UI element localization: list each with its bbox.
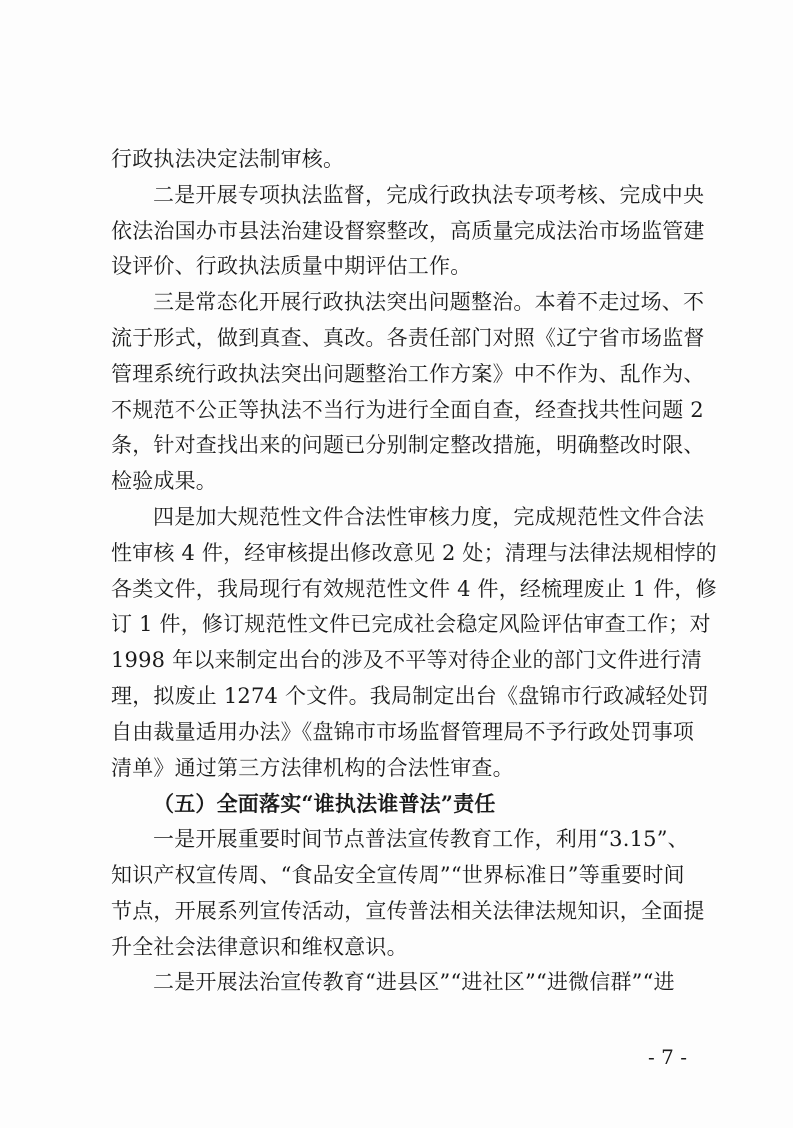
text-line: 订 1 件，修订规范性文件已完成社会稳定风险评估审查工作；对 bbox=[111, 612, 711, 637]
section-heading: （五）全面落实“谁执法谁普法”责任 bbox=[153, 791, 496, 817]
text-line: 设评价、行政执法质量中期评估工作。 bbox=[111, 254, 472, 279]
text-line: 行政执法决定法制审核。 bbox=[111, 147, 345, 171]
text-line: 升全社会法律意识和维权意识。 bbox=[111, 934, 408, 959]
text-line: 1998 年以来制定出台的涉及不平等对待企业的部门文件进行清 bbox=[111, 648, 703, 673]
text-line: 条，针对查找出来的问题已分别制定整改措施，明确整改时限、 bbox=[111, 433, 705, 458]
text-line: 知识产权宣传周、“食品安全宣传周”“世界标准日”等重要时间 bbox=[111, 862, 685, 887]
text-line: 理，拟废止 1274 个文件。我局制定出台《盘锦市行政减轻处罚 bbox=[111, 683, 709, 708]
text-line: 依法治国办市县法治建设督察整改，高质量完成法治市场监管建 bbox=[111, 218, 705, 243]
text-line: 清单》通过第三方法律机构的合法性审查。 bbox=[111, 755, 514, 780]
text-line: 三是常态化开展行政执法突出问题整治。本着不走过场、不 bbox=[153, 290, 705, 315]
text-line: 二是开展法治宣传教育“进县区”“进社区”“进微信群”“进 bbox=[153, 970, 675, 995]
text-line: 二是开展专项执法监督，完成行政执法专项考核、完成中央 bbox=[153, 182, 705, 207]
text-line: 自由裁量适用办法》《盘锦市市场监督管理局不予行政处罚事项 bbox=[111, 719, 695, 744]
page-number: - 7 - bbox=[648, 1045, 687, 1069]
text-line: 各类文件，我局现行有效规范性文件 4 件，经梳理废止 1 件，修 bbox=[111, 576, 717, 601]
text-line: 节点，开展系列宣传活动，宣传普法相关法律法规知识，全面提 bbox=[111, 898, 705, 923]
document-body bbox=[111, 142, 717, 1001]
text-line: 管理系统行政执法突出问题整治工作方案》中不作为、乱作为、 bbox=[111, 361, 705, 386]
text-line: 检验成果。 bbox=[111, 469, 217, 494]
text-line: 流于形式，做到真查、真改。各责任部门对照《辽宁省市场监督 bbox=[111, 325, 705, 350]
text-line: 一是开展重要时间节点普法宣传教育工作，利用“3.15”、 bbox=[153, 827, 689, 852]
text-line: 不规范不公正等执法不当行为进行全面自查，经查找共性问题 2 bbox=[111, 397, 704, 422]
text-line: 性审核 4 件，经审核提出修改意见 2 处；清理与法律法规相悖的 bbox=[111, 540, 717, 565]
text-line: 四是加大规范性文件合法性审核力度，完成规范性文件合法 bbox=[153, 504, 705, 529]
